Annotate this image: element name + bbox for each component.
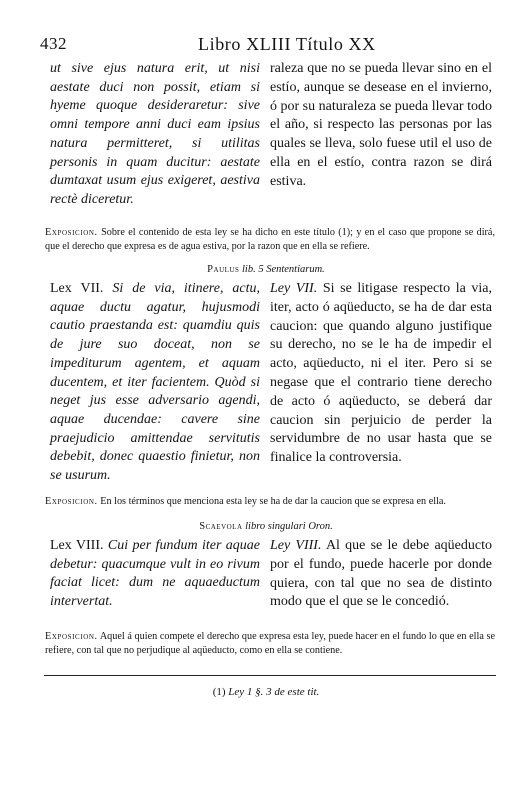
running-head: Libro XLIII Título XX <box>198 34 376 54</box>
lex-label: Lex VIII. <box>50 538 104 553</box>
footnote <box>0 686 532 698</box>
exposicion-paragraph <box>45 226 495 253</box>
footnote-divider <box>44 675 496 676</box>
exposicion-paragraph <box>45 495 495 509</box>
attribution-source: libro singulari Oron. <box>245 521 333 532</box>
exposicion-label: Exposicion. <box>45 227 98 238</box>
exposicion-label: Exposicion. <box>45 631 98 642</box>
law-vii <box>50 280 492 486</box>
source-attribution <box>0 264 532 275</box>
latin-column <box>50 280 260 486</box>
latin-text: Cui per fundum iter aquae debetur: quacumque vult in eo rivum faciat licet: dum ne aquaeductum intervertat. <box>50 538 260 610</box>
spanish-text: Si se litigase respecto la via, iter, acto ó aqüeducto, se ha de dar esta caucion: que quando alguno justifique su derecho, no se le ha de impedir el acto, aqüeducto, ni el iter. Pero si se negase que el contrario tiene derecho de acto ó aqüeducto, se deberá dar caucion sin perjuicio de perder la servidumbre de no usar hasta que se finalice la controversia. <box>270 281 493 466</box>
spanish-text: Al que se le debe aqüeducto por el fundo, puede hacerle por donde quiera, con tal que no sea de distinto modo que el que se le concedió. <box>270 538 492 610</box>
ley-label: Ley VII. <box>270 281 318 296</box>
exposicion-paragraph <box>45 630 495 657</box>
latin-column <box>50 537 260 612</box>
exposicion-text: Aquel á quien compete el derecho que expresa esta ley, puede hacer en el fundo lo que en ella se refiere, con tal que no perjudique al aqüeducto, como en ella se contiene. <box>45 631 495 656</box>
law-continuation <box>50 60 492 210</box>
attribution-author: Paulus <box>207 264 240 275</box>
footnote-marker: (1) <box>212 686 226 698</box>
attribution-author: Scaevola <box>199 521 243 532</box>
footnote-text: Ley 1 §. 3 de este tit. <box>228 686 320 698</box>
page-number: 432 <box>40 34 67 53</box>
page-header <box>40 34 500 58</box>
spanish-column <box>270 537 492 612</box>
latin-column <box>50 60 260 210</box>
exposicion-label: Exposicion. <box>45 496 98 507</box>
exposicion-text: Sobre el contenido de esta ley se ha dicho en este título (1); y en el caso que propone se dirá, que el derecho que expresa es de agua estiva, por la razon que en ella se refiere. <box>45 227 495 252</box>
spanish-column <box>270 60 492 210</box>
spanish-text: raleza que no se pueda llevar sino en el estío, aunque se desease en el invierno, ó por su naturaleza se pueda llevar todo el año, si respecto las personas por las quales se lleva, solo fuese util el uso de ella en el estío, contra razon se dirá estiva. <box>270 61 492 189</box>
spanish-column <box>270 280 492 486</box>
ley-label: Ley VIII. <box>270 538 322 553</box>
exposicion-text: En los términos que menciona esta ley se ha de dar la caucion que se expresa en ella. <box>100 496 446 507</box>
law-viii <box>50 537 492 612</box>
latin-text: Si de via, itinere, actu, aquae ductu agatur, hujusmodi cautio praestanda est: quamdiu quis de jure suo doceat, non se impediturum agentem, et aquam ducentem, et iter facientem. Quòd si neget jus esse adversario agendi, aquae ducendae: cavere sine praejudicio amittendae servitutis debebit, donec quaestio finietur, non se usurum. <box>50 281 260 484</box>
source-attribution <box>0 521 532 532</box>
latin-text: ut sive ejus natura erit, ut nisi aestate duci non possit, etiam si hyeme quoque desideraretur: sive omni tempore anni duci eam ipsius natura permitteret, si utilitas personis in quam ducitur: aestate dumtaxat usum ejus exigeret, aestiva rectè diceretur. <box>50 61 260 207</box>
attribution-source: lib. 5 Sententiarum. <box>241 264 325 275</box>
lex-label: Lex VII. <box>50 281 104 296</box>
